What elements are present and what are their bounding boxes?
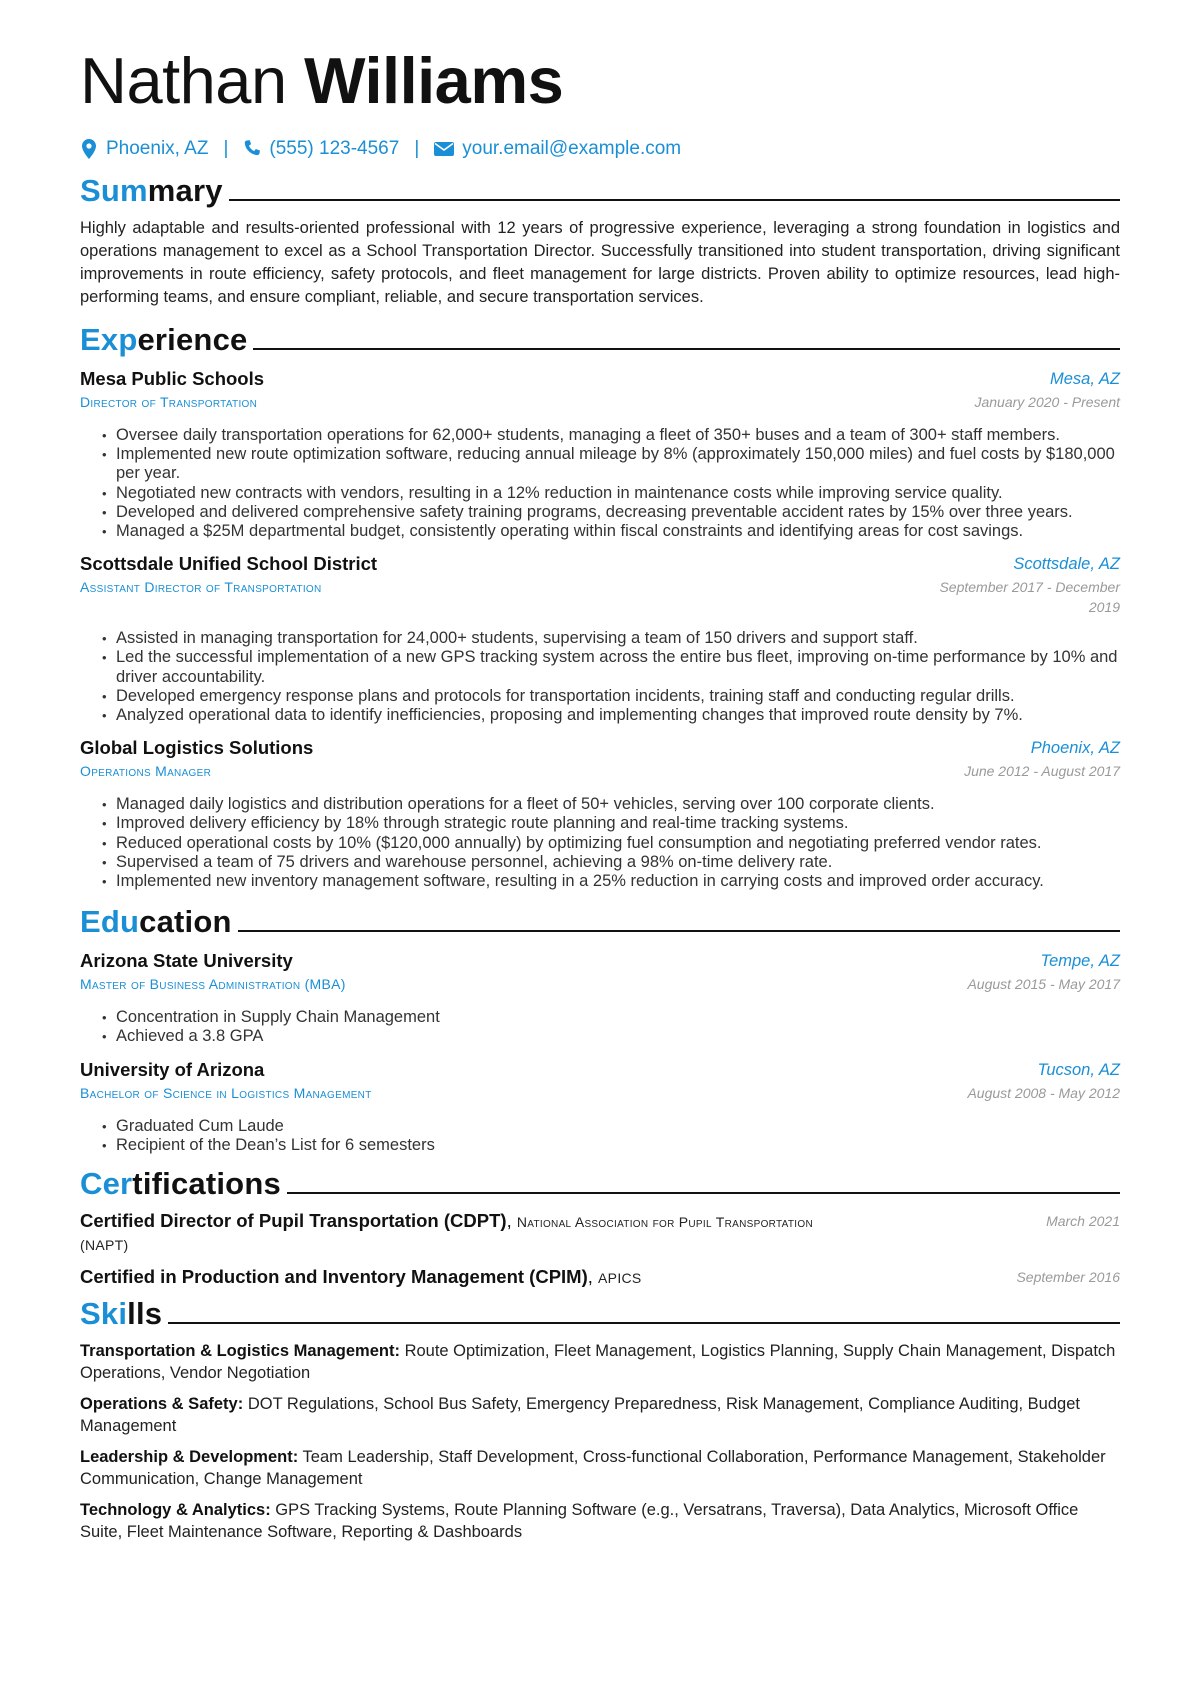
section-rule xyxy=(168,1322,1120,1324)
certification-date: September 2016 xyxy=(1016,1269,1120,1286)
summary-section xyxy=(80,170,1120,309)
contact-line xyxy=(80,136,1120,162)
education-section xyxy=(80,901,1120,1155)
job-dates: June 2012 - August 2017 xyxy=(964,763,1120,780)
skill-group xyxy=(80,1393,1120,1437)
school-dates: August 2015 - May 2017 xyxy=(967,976,1120,993)
skill-category: Leadership & Development: xyxy=(80,1448,299,1467)
contact-location xyxy=(80,138,208,160)
job-location: Mesa, AZ xyxy=(1050,370,1120,388)
skill-category: Technology & Analytics: xyxy=(80,1501,271,1520)
list-item: • Supervised a team of 75 drivers and warehouse personnel, achieving a 98% on-time delivery rate. xyxy=(116,853,1120,872)
list-item: • Concentration in Supply Chain Management xyxy=(116,1008,1120,1027)
education-entry xyxy=(80,1057,1120,1155)
list-item: • Managed a $25M departmental budget, consistently operating within fiscal constraints and identifying areas for cost savings. xyxy=(116,522,1120,541)
section-heading xyxy=(80,1293,1120,1333)
email-link[interactable]: your.email@example.com xyxy=(462,138,682,159)
school-name: Arizona State University xyxy=(80,950,293,972)
list-item: • Assisted in managing transportation for 24,000+ students, supervising a team of 150 drivers and support staff. xyxy=(116,629,1120,648)
section-rule xyxy=(253,348,1120,350)
skill-category: Operations & Safety: xyxy=(80,1395,244,1414)
education-bullets xyxy=(80,1117,1120,1155)
degree-name: Bachelor of Science in Logistics Management xyxy=(80,1084,372,1101)
job-title: Operations Manager xyxy=(80,763,212,780)
experience-entry xyxy=(80,551,1120,725)
list-item: • Reduced operational costs by 10% ($120,000 annually) by optimizing fuel consumption and negotiating preferred vendor rates. xyxy=(116,834,1120,853)
list-item: • Achieved a 3.8 GPA xyxy=(116,1027,1120,1046)
section-title-education: Education xyxy=(80,904,232,940)
education-bullets xyxy=(80,1008,1120,1046)
map-pin-icon xyxy=(80,139,98,159)
section-rule xyxy=(238,930,1120,932)
contact-separator: | xyxy=(223,138,229,159)
degree-name: Master of Business Administration (MBA) xyxy=(80,976,346,993)
section-heading xyxy=(80,170,1120,210)
certification-name: Certified Director of Pupil Transportation (CDPT) xyxy=(80,1210,507,1232)
section-heading xyxy=(80,1163,1120,1203)
section-title-certifications: Certifications xyxy=(80,1166,281,1202)
list-item: • Led the successful implementation of a new GPS tracking system across the entire bus fleet, improving on-time performance by 10% and driver accountability. xyxy=(116,648,1120,686)
summary-text: Highly adaptable and results-oriented professional with 12 years of progressive experience, leveraging a strong foundation in logistics and operations management to excel as a School Transportation Director. Successfully transitioned into student transportation, driving significant improvements in route efficiency, safety protocols, and fleet management for large districts. Proven ability to optimize resources, lead high-performing teams, and ensure compliant, reliable, and secure transportation services. xyxy=(80,219,1120,306)
list-item: • Implemented new route optimization software, reducing annual mileage by 8% (approximately 150,000 miles) and fuel costs by $180,000 per year. xyxy=(116,445,1120,483)
skills-section xyxy=(80,1293,1120,1543)
experience-entry xyxy=(80,735,1120,891)
skill-group xyxy=(80,1446,1120,1490)
school-name: University of Arizona xyxy=(80,1058,265,1080)
list-item: • Managed daily logistics and distribution operations for a fleet of 50+ vehicles, serving over 100 corporate clients. xyxy=(116,795,1120,814)
certification-name: Certified in Production and Inventory Management (CPIM) xyxy=(80,1266,588,1288)
list-item: • Analyzed operational data to identify inefficiencies, proposing and implementing changes that improved route density by 7%. xyxy=(116,706,1120,725)
job-title: Assistant Director of Transportation xyxy=(80,579,322,596)
phone-text[interactable]: (555) 123-4567 xyxy=(269,138,400,159)
list-item: • Developed and delivered comprehensive safety training programs, decreasing preventable accident rates by 15% over three years. xyxy=(116,503,1120,522)
skill-group xyxy=(80,1499,1120,1543)
employer-name: Mesa Public Schools xyxy=(80,368,265,389)
skill-items: GPS Tracking Systems, Route Planning Software (e.g., Versatrans, Traversa), Data Analytics, Microsoft Office Suite, Fleet Maintenance Software, Reporting & Dashboards xyxy=(80,1501,1079,1542)
education-entry xyxy=(80,948,1120,1046)
experience-section xyxy=(80,319,1120,891)
phone-icon xyxy=(243,139,261,159)
certification-issuer: National Association for Pupil Transportation (NAPT) xyxy=(80,1214,813,1254)
job-bullets xyxy=(80,426,1120,541)
certifications-section xyxy=(80,1163,1120,1289)
employer-name: Scottsdale Unified School District xyxy=(80,553,378,575)
list-item: • Improved delivery efficiency by 18% through strategic route planning and real-time tracking systems. xyxy=(116,814,1120,833)
job-bullets xyxy=(80,795,1120,891)
location-text: Phoenix, AZ xyxy=(106,138,209,159)
list-item: • Graduated Cum Laude xyxy=(116,1117,1120,1136)
section-title-experience: Experience xyxy=(80,322,248,357)
section-rule xyxy=(287,1192,1120,1194)
certification-date: March 2021 xyxy=(1046,1213,1120,1230)
first-name: Nathan xyxy=(80,44,287,117)
skill-category: Transportation & Logistics Management: xyxy=(80,1342,400,1361)
section-title-skills: Skills xyxy=(80,1296,163,1332)
skill-items: Route Optimization, Fleet Management, Logistics Planning, Supply Chain Management, Dispatch Operations, Vendor Negotiation xyxy=(80,1342,1116,1383)
job-dates: September 2017 - December 2019 xyxy=(939,579,1120,616)
section-heading xyxy=(80,319,1120,359)
list-item: • Oversee daily transportation operations for 62,000+ students, managing a fleet of 350+ buses and a team of 300+ staff members. xyxy=(116,426,1120,445)
section-title-summary: Summary xyxy=(80,173,223,208)
skill-group xyxy=(80,1340,1120,1384)
school-location: Tucson, AZ xyxy=(1037,1060,1120,1079)
certification-entry: Certified in Production and Inventory Management (CPIM), APICS September 2016 xyxy=(80,1266,1120,1288)
school-location: Tempe, AZ xyxy=(1040,952,1120,971)
skill-items: DOT Regulations, School Bus Safety, Emergency Preparedness, Risk Management, Compliance Auditing, Budget Management xyxy=(80,1395,1080,1436)
certification-issuer: APICS xyxy=(598,1270,642,1287)
list-item: • Implemented new inventory management software, resulting in a 25% reduction in carrying costs and improved order accuracy. xyxy=(116,872,1120,891)
school-dates: August 2008 - May 2012 xyxy=(967,1084,1120,1101)
list-item: • Recipient of the Dean’s List for 6 semesters xyxy=(116,1136,1120,1155)
job-location: Scottsdale, AZ xyxy=(1013,555,1120,574)
list-item: • Negotiated new contracts with vendors, resulting in a 12% reduction in maintenance costs while improving service quality. xyxy=(116,484,1120,503)
candidate-name xyxy=(80,42,1120,120)
contact-email[interactable] xyxy=(434,138,681,160)
certification-entry: Certified Director of Pupil Transportation (CDPT), National Association for Pupil Transportation (NAPT) March 2021 xyxy=(80,1210,1120,1254)
job-dates: January 2020 - Present xyxy=(974,394,1120,410)
contact-phone[interactable] xyxy=(243,138,399,160)
job-title: Director of Transportation xyxy=(80,394,258,410)
envelope-icon xyxy=(434,141,454,157)
section-rule xyxy=(229,199,1120,201)
job-location: Phoenix, AZ xyxy=(1030,739,1120,758)
last-name: Williams xyxy=(304,44,564,117)
employer-name: Global Logistics Solutions xyxy=(80,737,314,759)
experience-entry xyxy=(80,366,1120,541)
section-heading xyxy=(80,901,1120,941)
contact-separator: | xyxy=(414,138,420,159)
job-bullets xyxy=(80,629,1120,725)
list-item: • Developed emergency response plans and protocols for transportation incidents, training staff and conducting regular drills. xyxy=(116,687,1120,706)
skill-items: Team Leadership, Staff Development, Cross-functional Collaboration, Performance Management, Stakeholder Communication, Change Management xyxy=(80,1448,1106,1489)
